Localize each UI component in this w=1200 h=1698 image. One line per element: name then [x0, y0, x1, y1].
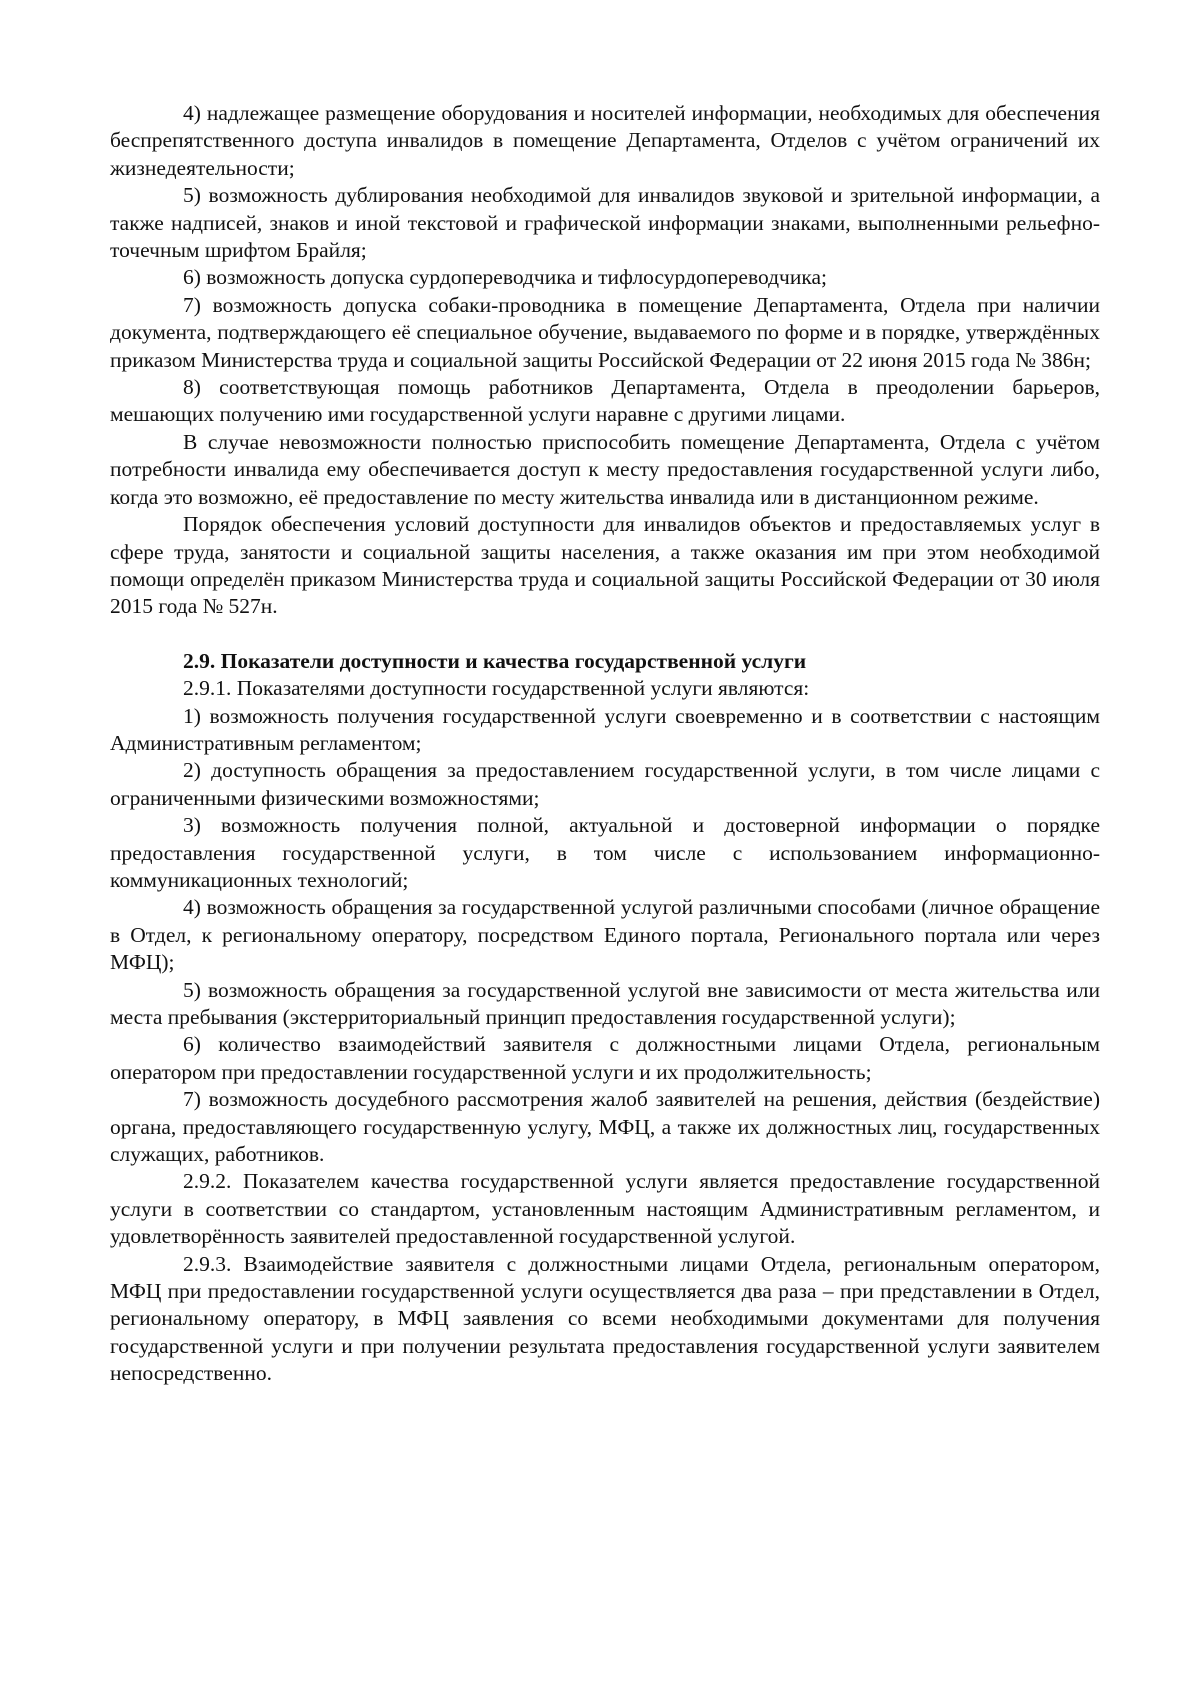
- paragraph-2-9-1: 2.9.1. Показателями доступности государственной услуги являются:: [183, 676, 810, 701]
- paragraph-item-5: 5) возможность дублирования необходимой для инвалидов звуковой и зрительной информации, а также надписей, знаков и иной текстовой и графической информации знаками, выполненными рельефно-точечным шрифтом Брайля;: [110, 183, 1100, 263]
- paragraph-item-6: 6) возможность допуска сурдопереводчика и тифлосурдопереводчика;: [183, 265, 828, 290]
- paragraph-accessibility-case: В случае невозможности полностью приспособить помещение Департамента, Отдела с учётом потребности инвалида ему обеспечивается доступ к месту предоставления государственной услуги либо, когда это возможно, её предоставление по месту жительства инвалида или в дистанционном режиме.: [110, 429, 1100, 509]
- paragraph-2-9-2: 2.9.2. Показателем качества государственной услуги является предоставление государственной услуги в соответствии со стандартом, установленным настоящим Административным регламентом, и удовлетворённость заявителей предоставленной государственной услугой.: [110, 1169, 1100, 1249]
- section-heading-2-9: 2.9. Показатели доступности и качества государственной услуги: [183, 648, 807, 673]
- paragraph-accessibility-order: Порядок обеспечения условий доступности для инвалидов объектов и предоставляемых услуг в сфере труда, занятости и социальной защиты населения, а также оказания им при этом необходимой помощи определён приказом Министерства труда и социальной защиты Российской Федерации от 30 июля 2015 года № 527н.: [110, 512, 1100, 619]
- document-page: [110, 100, 1100, 1388]
- paragraph-item-8: 8) соответствующая помощь работников Департамента, Отдела в преодолении барьеров, мешающих получению ими государственной услуги наравне с другими лицами.: [110, 375, 1100, 427]
- paragraph-indicator-5: 5) возможность обращения за государственной услугой вне зависимости от места жительства или места пребывания (экстерриториальный принцип предоставления государственной услуги);: [110, 977, 1100, 1029]
- paragraph-indicator-1: 1) возможность получения государственной услуги своевременно и в соответствии с настоящим Административным регламентом;: [110, 703, 1100, 755]
- paragraph-item-7: 7) возможность допуска собаки-проводника в помещение Департамента, Отдела при наличии документа, подтверждающего её специальное обучение, выдаваемого по форме и в порядке, утверждённых приказом Министерства труда и социальной защиты Российской Федерации от 22 июня 2015 года № 386н;: [110, 292, 1100, 372]
- paragraph-indicator-6: 6) количество взаимодействий заявителя с должностными лицами Отдела, региональным оператором при предоставлении государственной услуги и их продолжительность;: [110, 1032, 1100, 1084]
- paragraph-indicator-4: 4) возможность обращения за государственной услугой различными способами (личное обращение в Отдел, к региональному оператору, посредством Единого портала, Регионального портала или через МФЦ);: [110, 895, 1100, 975]
- paragraph-item-4: 4) надлежащее размещение оборудования и носителей информации, необходимых для обеспечения беспрепятственного доступа инвалидов в помещение Департамента, Отделов с учётом ограничений их жизнедеятельности;: [110, 101, 1100, 180]
- paragraph-indicator-2: 2) доступность обращения за предоставлением государственной услуги, в том числе лицами с ограниченными физическими возможностями;: [110, 758, 1100, 810]
- paragraph-indicator-7: 7) возможность досудебного рассмотрения жалоб заявителей на решения, действия (бездействие) органа, предоставляющего государственную услугу, МФЦ, а также их должностных лиц, государственных служащих, работников.: [110, 1087, 1100, 1167]
- paragraph-2-9-3: 2.9.3. Взаимодействие заявителя с должностными лицами Отдела, региональным оператором, МФЦ при предоставлении государственной услуги осуществляется два раза – при представлении в Отдел, региональному оператору, в МФЦ заявления со всеми необходимыми документами для получения государственной услуги и при получении результата предоставления государственной услуги заявителем непосредственно.: [110, 1251, 1100, 1386]
- paragraph-indicator-3: 3) возможность получения полной, актуальной и достоверной информации о порядке предоставления государственной услуги, в том числе с использованием информационно-коммуникационных технологий;: [110, 813, 1100, 892]
